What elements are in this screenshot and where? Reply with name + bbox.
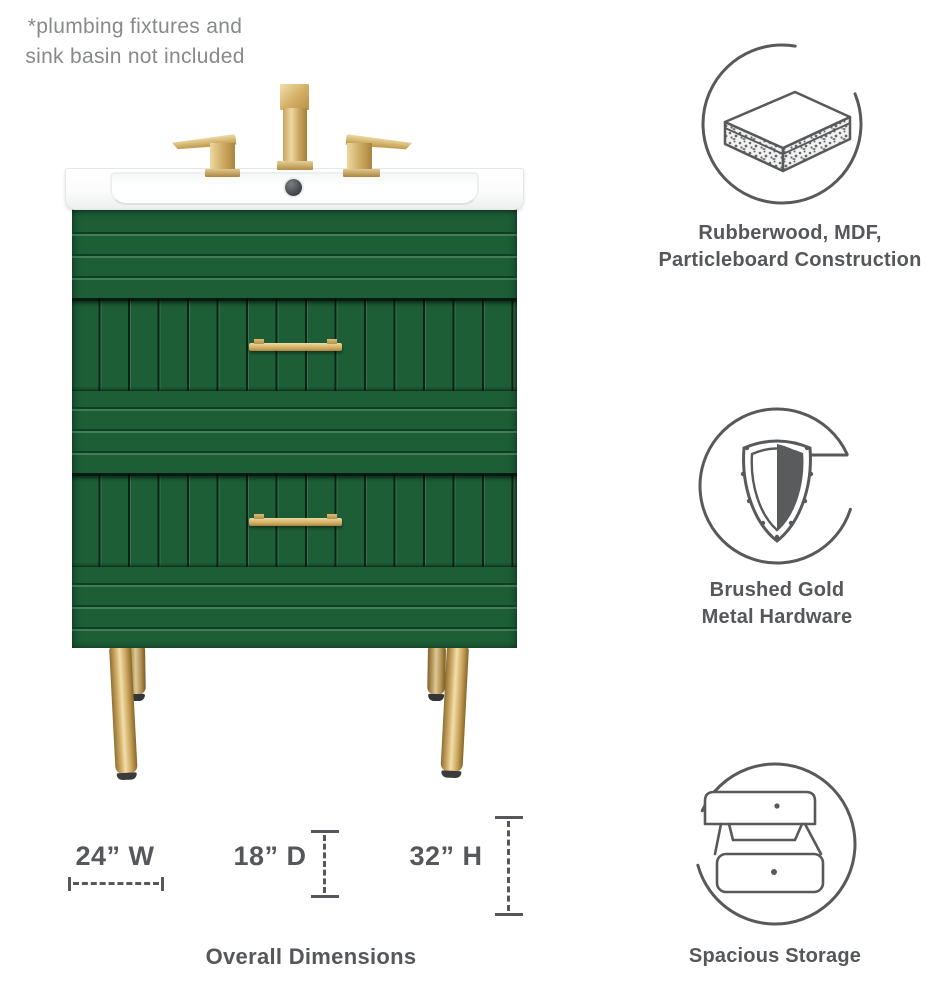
cabinet-middle-band <box>72 387 517 473</box>
cabinet-top-band <box>72 212 517 298</box>
cabinet-bottom-band <box>72 563 517 648</box>
drawer-handle <box>249 343 342 351</box>
width-dimension-label: 24” W <box>75 841 155 871</box>
faucet-left-handle-post <box>210 143 235 170</box>
sink-overflow-hole <box>285 179 302 196</box>
disclaimer-line2: sink basin not included <box>25 45 245 68</box>
width-measure-line <box>68 877 164 891</box>
faucet-left-handle-base <box>205 169 240 177</box>
disclaimer-line1: *plumbing fixtures and <box>27 15 243 38</box>
open-drawer-icon <box>691 760 859 928</box>
disclaimer-note <box>10 12 260 72</box>
vanity-drawer-bottom <box>72 473 517 567</box>
vanity-cabinet <box>72 207 517 648</box>
particleboard-layers-icon <box>698 40 866 208</box>
sink-countertop <box>65 168 524 210</box>
horizontal-groove <box>72 232 517 234</box>
vanity-leg-back-right <box>427 646 446 695</box>
height-measure-line <box>495 816 523 916</box>
faucet-spout-cap <box>280 84 309 110</box>
drawer-handle <box>249 518 342 526</box>
faucet-right-handle-post <box>347 143 372 170</box>
depth-dimension-label: 18” D <box>233 841 307 871</box>
dimensions-caption: Overall Dimensions <box>205 944 417 969</box>
board-slab <box>725 92 850 171</box>
faucet-spout-base <box>277 161 313 170</box>
storage-feature-label: Spacious Storage <box>688 945 862 967</box>
shield-icon <box>697 406 857 566</box>
hardware-feature-label: Brushed Gold Metal Hardware <box>701 579 853 628</box>
construction-feature-label: Rubberwood, MDF, Particleboard Construction <box>658 222 922 271</box>
faucet-spout-column <box>283 108 307 164</box>
height-dimension-label: 32” H <box>409 841 483 871</box>
open-drawer <box>705 792 823 892</box>
horizontal-groove <box>72 583 517 585</box>
vanity-drawer-top <box>72 298 517 391</box>
horizontal-groove <box>72 407 517 409</box>
faucet-right-handle-base <box>343 169 380 177</box>
depth-measure-line <box>311 830 339 898</box>
